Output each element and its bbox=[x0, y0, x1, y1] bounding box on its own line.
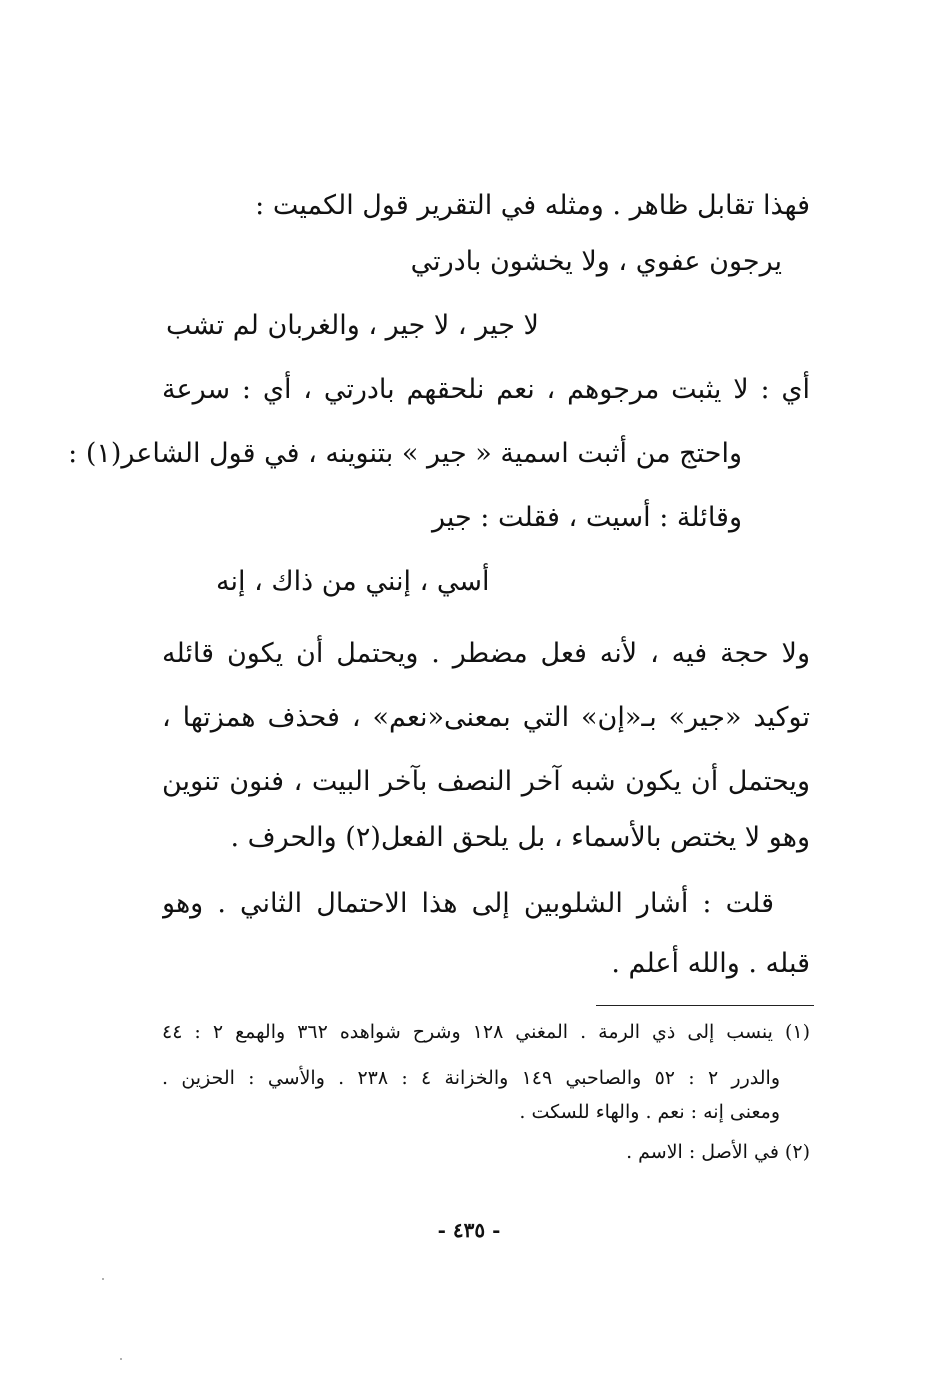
text-line: وهو لا يختص بالأسماء ، بل يلحق الفعل(٢) والحرف . bbox=[230, 822, 810, 853]
text-line: أي : لا يثبت مرجوهم ، نعم نلحقهم بادرتي ، أي : سرعة bbox=[162, 374, 810, 405]
text-line: ولا حجة فيه ، لأنه فعل مضطر . ويحتمل أن يكون قائله bbox=[162, 638, 810, 669]
text-line: ويحتمل أن يكون شبه آخر النصف بآخر البيت ، فنون تنوين bbox=[162, 766, 810, 797]
text-line: قبله . والله أعلم . bbox=[611, 948, 810, 979]
verse-hemistich: يرجون عفوي ، ولا يخشون بادرتي bbox=[410, 246, 782, 277]
text-line: واحتج من أثبت اسمية « جير » بتنوينه ، في قول الشاعر(١) : bbox=[68, 438, 742, 469]
scan-speck bbox=[120, 1358, 122, 1360]
footnote-line: ومعنى إنه : نعم . والهاء للسكت . bbox=[519, 1101, 780, 1123]
verse-hemistich: أسي ، إنني من ذاك ، إنه bbox=[216, 566, 490, 597]
text-line: قلت : أشار الشلوبين إلى هذا الاحتمال الثاني . وهو bbox=[162, 888, 774, 919]
footnote-line: والدرر ٢ : ٥٢ والصاحبي ١٤٩ والخزانة ٤ : ٢٣٨ . والأسي : الحزين . bbox=[162, 1067, 780, 1089]
footnote-separator bbox=[596, 1005, 814, 1006]
footnote-line: (٢) في الأصل : الاسم . bbox=[626, 1141, 810, 1163]
footnote-line: (١) ينسب إلى ذي الرمة . المغني ١٢٨ وشرح شواهده ٣٦٢ والهمع ٢ : ٤٤ bbox=[162, 1021, 810, 1043]
scan-speck bbox=[102, 1278, 104, 1280]
page-number: - ٤٣٥ - bbox=[437, 1218, 501, 1242]
text-line: فهذا تقابل ظاهر . ومثله في التقرير قول الكميت : bbox=[255, 190, 810, 221]
text-line: توكيد «جير» بـ«إن» التي بمعنى«نعم» ، فحذف همزتها ، bbox=[162, 702, 810, 733]
verse-hemistich: وقائلة : أسيت ، فقلت : جير bbox=[431, 502, 742, 533]
verse-hemistich: لا جير ، لا جير ، والغربان لم تشب bbox=[166, 310, 539, 341]
